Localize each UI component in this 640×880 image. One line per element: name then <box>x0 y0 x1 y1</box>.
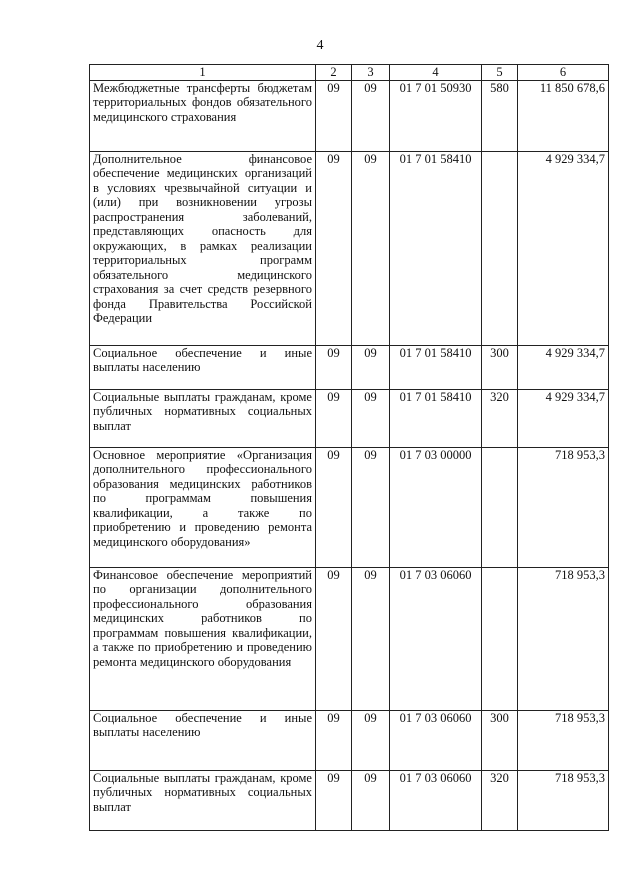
header-cell-3: 3 <box>352 65 390 81</box>
row-section: 09 <box>316 710 352 770</box>
row-name: Социальное обеспечение и иные выплаты населению <box>90 710 316 770</box>
table-row <box>90 447 609 567</box>
header-row <box>90 65 609 81</box>
row-subsection: 09 <box>352 80 390 151</box>
row-section: 09 <box>316 151 352 345</box>
row-section: 09 <box>316 447 352 567</box>
header-cell-4: 4 <box>390 65 482 81</box>
row-subsection: 09 <box>352 151 390 345</box>
table-row <box>90 345 609 389</box>
row-name: Основное мероприятие «Организация дополнительного профессионального образования медицинских работников по программам повышения квалификации, а также по приобретению и проведению ремонта медицинского оборудования» <box>90 447 316 567</box>
row-target-article: 01 7 03 06060 <box>390 770 482 830</box>
row-section: 09 <box>316 345 352 389</box>
row-section: 09 <box>316 770 352 830</box>
row-name: Социальные выплаты гражданам, кроме публичных нормативных социальных выплат <box>90 389 316 447</box>
table-row <box>90 710 609 770</box>
header-cell-5: 5 <box>482 65 518 81</box>
table-row <box>90 567 609 710</box>
row-sum: 4 929 334,7 <box>518 345 609 389</box>
row-target-article: 01 7 03 06060 <box>390 710 482 770</box>
table-row <box>90 770 609 830</box>
row-target-article: 01 7 01 58410 <box>390 151 482 345</box>
row-subsection: 09 <box>352 770 390 830</box>
row-expense-type: 320 <box>482 770 518 830</box>
row-sum: 718 953,3 <box>518 447 609 567</box>
row-target-article: 01 7 03 00000 <box>390 447 482 567</box>
row-target-article: 01 7 01 58410 <box>390 345 482 389</box>
row-subsection: 09 <box>352 389 390 447</box>
row-section: 09 <box>316 80 352 151</box>
row-sum: 718 953,3 <box>518 710 609 770</box>
row-expense-type: 580 <box>482 80 518 151</box>
row-target-article: 01 7 03 06060 <box>390 567 482 710</box>
table-row <box>90 80 609 151</box>
row-section: 09 <box>316 389 352 447</box>
row-name: Финансовое обеспечение мероприятий по организации дополнительного профессионального образования медицинских работников по программам повышения квалификации, а также по приобретению и проведению ремонта медицинского оборудования <box>90 567 316 710</box>
row-expense-type <box>482 151 518 345</box>
row-subsection: 09 <box>352 567 390 710</box>
row-sum: 718 953,3 <box>518 770 609 830</box>
row-expense-type: 300 <box>482 345 518 389</box>
row-name: Межбюджетные трансферты бюджетам территориальных фондов обязательного медицинского страхования <box>90 80 316 151</box>
row-name: Социальные выплаты гражданам, кроме публичных нормативных социальных выплат <box>90 770 316 830</box>
row-expense-type <box>482 447 518 567</box>
header-cell-1: 1 <box>90 65 316 81</box>
row-sum: 4 929 334,7 <box>518 151 609 345</box>
row-expense-type: 320 <box>482 389 518 447</box>
header-cell-2: 2 <box>316 65 352 81</box>
page-number: 4 <box>316 38 324 53</box>
row-subsection: 09 <box>352 345 390 389</box>
row-subsection: 09 <box>352 447 390 567</box>
row-subsection: 09 <box>352 710 390 770</box>
row-expense-type <box>482 567 518 710</box>
row-section: 09 <box>316 567 352 710</box>
row-expense-type: 300 <box>482 710 518 770</box>
table-row <box>90 389 609 447</box>
table-row <box>90 151 609 345</box>
row-sum: 718 953,3 <box>518 567 609 710</box>
row-target-article: 01 7 01 50930 <box>390 80 482 151</box>
budget-table <box>89 64 609 831</box>
row-name: Дополнительное финансовое обеспечение медицинских организаций в условиях чрезвычайной ситуации и (или) при возникновении угрозы распространения заболеваний, представляющих опасность для окружающих, в рамках реализации территориальных программ обязательного медицинского страхования за счет средств резервного фонда Правительства Российской Федерации <box>90 151 316 345</box>
row-sum: 4 929 334,7 <box>518 389 609 447</box>
row-name: Социальное обеспечение и иные выплаты населению <box>90 345 316 389</box>
row-target-article: 01 7 01 58410 <box>390 389 482 447</box>
row-sum: 11 850 678,6 <box>518 80 609 151</box>
header-cell-6: 6 <box>518 65 609 81</box>
